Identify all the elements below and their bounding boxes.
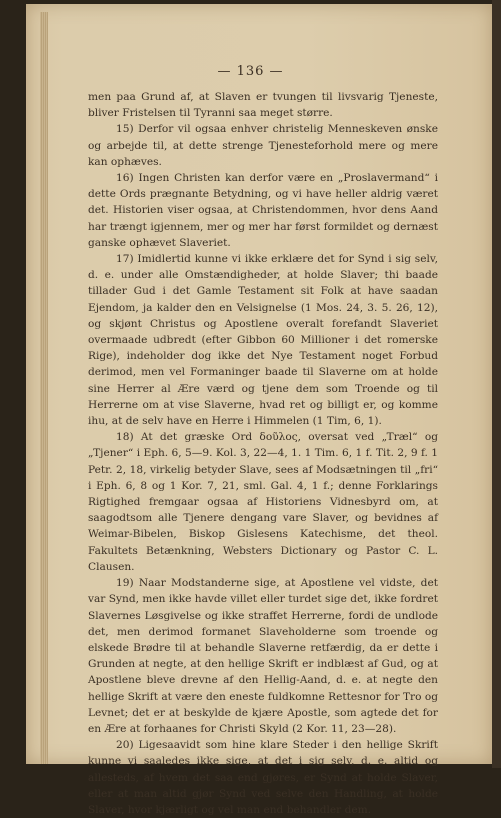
page-body <box>88 89 438 818</box>
paragraph-17: 17) Imidlertid kunne vi ikke erklære det for Synd i sig selv, d. e. under alle Omstændigheder, at holde Slaver; thi baade tillader Gud i det Gamle Testament sit Folk at have saadan Ejendom, ja kalder den en Velsignelse (1 Mos. 24, 3. 5. 26, 12), og skjønt Christus og Apostlene overalt forefandt Slaveriet overmaade udbredt (efter Gibbon 60 Millioner i det romerske Rige), indeholder dog ikke det Nye Testament noget Forbud derimod, men vel Formaninger baade til Slaverne om at holde sine Herrer al Ære værd og tjene dem som Troende og til Herrerne om at vise Slaverne, hvad ret og billigt er, og komme ihu, at de selv have en Herre i Himmelen (1 Tim, 6, 1). <box>88 253 438 428</box>
paragraph-continuation: men paa Grund af, at Slaven er tvungen til livsvarig Tjeneste, bliver Fristelsen til Tyranni saa meget større. <box>88 91 438 120</box>
binding-edge <box>492 0 501 768</box>
paragraph-18: 18) At det græske Ord δοῦλος, oversat ved „Træl“ og „Tjener“ i Eph. 6, 5—9. Kol. 3, 22—4, 1. 1 Tim. 6, 1 f. Tit. 2, 9 f. 1 Petr. 2, 18, virkelig betyder Slave, sees af Modsætningen til „fri“ i Eph. 6, 8 og 1 Kor. 7, 21, sml. Gal. 4, 1 f.; denne Forklarings Rigtighed fremgaar ogsaa af Historiens Vidnesbyrd om, at saagodtsom alle Tjenere dengang vare Slaver, og bevidnes af Weimar-Bibelen, Biskop Gislesens Katechisme, det theol. Fakultets Betænkning, Websters Dictionary og Pastor C. L. Clausen. <box>88 431 438 573</box>
paragraph-20: 20) Ligesaavidt som hine klare Steder i den hellige Skrift kunne vi saaledes ikke sige, at det i sig selv, d. e. altid og allesteds, af hvem det saa end gjøres, er Synd at holde Slaver, eller at man altid gjør Synd ved selve den Handling, at holde Slaver, hvor kjærligt og vel man end behandler dem. <box>88 739 438 816</box>
page-edge <box>40 12 48 764</box>
page-number: — 136 — <box>217 64 284 79</box>
paragraph-16: 16) Ingen Christen kan derfor være en „Proslavermand“ i dette Ords prægnante Betydning, og vi have heller aldrig været det. Historien viser ogsaa, at Christendommen, hvor dens Aand har trængt igjennem, mer og mer har først formildet og dernæst ganske ophævet Slaveriet. <box>88 172 438 249</box>
paragraph-15: 15) Derfor vil ogsaa enhver christelig Menneskeven ønske og arbejde til, at dette strenge Tjenesteforhold mere og mere kan ophæves. <box>88 123 438 168</box>
paragraph-19: 19) Naar Modstanderne sige, at Apostlene vel vidste, det var Synd, men ikke havde villet eller turdet sige det, ikke fordret Slavernes Løsgivelse og ikke straffet Herrerne, fordi de undlode det, men derimod formanet Slaveholderne som troende og elskede Brødre til at behandle Slaverne retfærdig, da er dette i Grunden at negte, at den hellige Skrift er indblæst af Gud, og at Apostlene bleve drevne af den Hellig-Aand, d. e. at negte den hellige Skrift at være den eneste fuldkomne Rettesnor for Tro og Levnet; det er at beskylde de kjære Apostle, som agtede det for en Ære at forhaanes for Christi Skyld (2 Kor. 11, 23—28). <box>88 577 438 735</box>
